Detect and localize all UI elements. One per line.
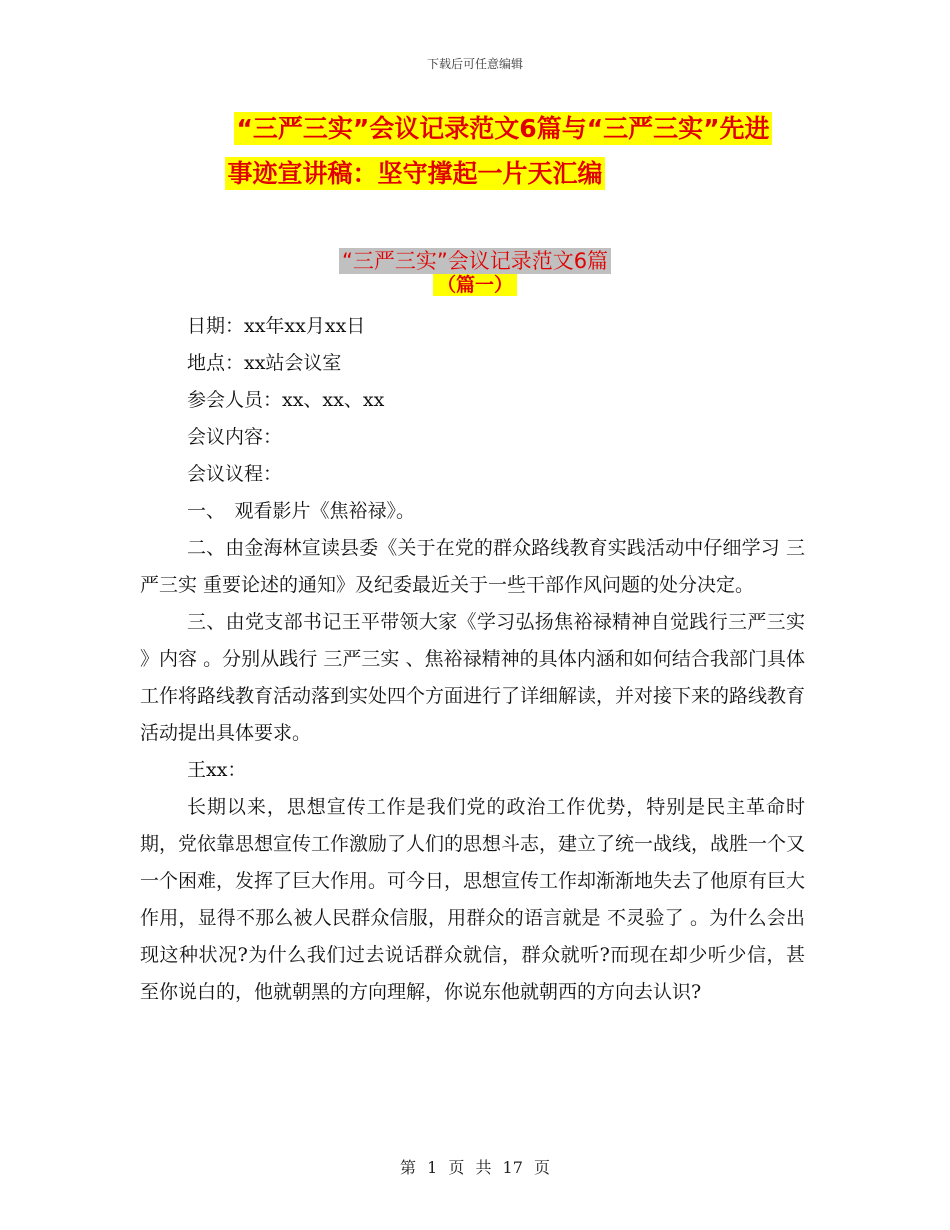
document-title-line-1 <box>28 113 950 145</box>
paragraph-attendees: 参会人员：xx、xx、xx <box>187 389 385 411</box>
paragraph-agenda-item-3: 三、由党支部书记王平带领大家《学习弘扬焦裕禄精神自觉践行三严三实 》内容 。分别从践行 三严三实 、焦裕禄精神的具体内涵和如何结合我部门具体工作将路线教育活动落到实处四个方面进行了详细解读，并对接下来的路线教育活动提出具体要求。 <box>140 611 806 744</box>
document-title-line-2-text: 事迹宣讲稿：坚守撑起一片天汇编 <box>227 159 603 188</box>
paragraph-location: 地点：xx站会议室 <box>187 352 342 374</box>
document-title-line-2 <box>0 158 890 190</box>
page-number-footer: 第 1 页 共 17 页 <box>400 1158 550 1177</box>
paragraph-date: 日期：xx年xx月xx日 <box>187 315 366 337</box>
paragraph-speaker: 王xx： <box>187 759 247 781</box>
section-heading-text: “三严三实”会议记录范文6篇 <box>339 248 611 274</box>
paragraph-meeting-content: 会议内容： <box>187 426 283 448</box>
section-heading <box>0 248 950 274</box>
section-subheading-text: （篇一） <box>433 274 517 296</box>
paragraph-agenda: 会议议程： <box>187 463 283 485</box>
document-title-line-1-text: “三严三实”会议记录范文6篇与“三严三实”先进 <box>236 114 770 143</box>
paragraph-agenda-item-1: 一、 观看影片《焦裕禄》。 <box>187 500 416 522</box>
section-subheading <box>0 273 950 297</box>
document-body <box>140 308 805 1011</box>
paragraph-speech: 长期以来，思想宣传工作是我们党的政治工作优势，特别是民主革命时期，党依靠思想宣传工作激励了人们的思想斗志，建立了统一战线，战胜一个又一个困难，发挥了巨大作用。可今日，思想宣传工作却渐渐地失去了他原有巨大作用，显得不那么被人民群众信服，用群众的语言就是 不灵验了 。为什么会出现这种状况?为什么我们过去说话群众就信，群众就听?而现在却少听少信，甚至你说白的，他就朝黑的方向理解，你说东他就朝西的方向去认识? <box>140 796 806 1003</box>
paragraph-agenda-item-2: 二、由金海林宣读县委《关于在党的群众路线教育实践活动中仔细学习 三严三实 重要论述的通知》及纪委最近关于一些干部作风问题的处分决定。 <box>140 537 805 596</box>
page-header-note: 下载后可任意编辑 <box>426 57 523 71</box>
